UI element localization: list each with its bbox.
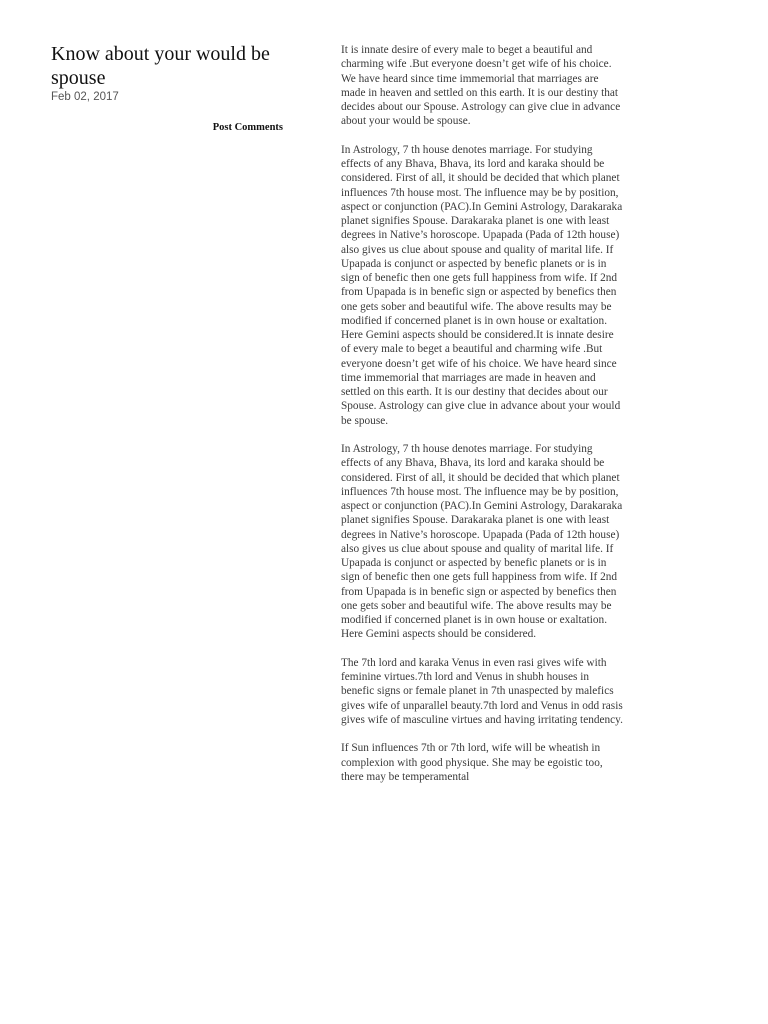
article-paragraph: The 7th lord and karaka Venus in even rasi gives wife with feminine virtues.7th lord and Venus in shubh houses in benefic signs or female planet in 7th unaspected by malefics gives wife of unparallel beauty.7th lord and Venus in odd rasis gives wife of masculine virtues and having irritating tendency.	[341, 656, 623, 726]
article-paragraph: In Astrology, 7 th house denotes marriage. For studying effects of any Bhava, Bhava, its lord and karaka should be considered. First of all, it should be decided that which planet influences 7th house most. The influence may be by position, aspect or conjunction (PAC).In Gemini Astrology, Darakaraka planet signifies Spouse. Darakaraka planet is one with least degrees in Native’s horoscope. Upapada (Pada of 12th house) also gives us clue about spouse and quality of marital life. If Upapada is conjunct or aspected by benefic planets or is in sign of benefic then one gets full happiness from wife. If 2nd from Upapada is in benefic sign or aspected by benefics then one gets sober and beautiful wife. The above results may be modified if concerned planet is in own house or exaltation. Here Gemini aspects should be considered.It is innate desire of every male to beget a beautiful and charming wife .But everyone doesn’t get wife of his choice. We have heard since time immemorial that marriages are made in heaven and settled on this earth. It is our destiny that decides about our Spouse. Astrology can give clue in advance about your would be spouse.	[341, 143, 623, 427]
post-header	[51, 42, 291, 133]
post-comments-link[interactable]: Post Comments	[212, 122, 283, 133]
post-date: Feb 02, 2017	[51, 91, 119, 103]
article-paragraph: It is innate desire of every male to beget a beautiful and charming wife .But everyone doesn’t get wife of his choice. We have heard since time immemorial that marriages are made in heaven and settled on this earth. It is our destiny that decides about our Spouse. Astrology can give clue in advance about your would be spouse.	[341, 44, 621, 128]
post-title: Know about your would be spouse	[51, 43, 270, 89]
article-paragraph: If Sun influences 7th or 7th lord, wife will be wheatish in complexion with good physique. She may be egoistic too, there may be temperamental	[341, 742, 603, 783]
article-paragraph: In Astrology, 7 th house denotes marriage. For studying effects of any Bhava, Bhava, its lord and karaka should be considered. First of all, it should be decided that which planet influences 7th house most. The influence may be by position, aspect or conjunction (PAC).In Gemini Astrology, Darakaraka planet signifies Spouse. Darakaraka planet is one with least degrees in Native’s horoscope. Upapada (Pada of 12th house) also gives us clue about spouse and quality of marital life. If Upapada is conjunct or aspected by benefic planets or is in sign of benefic then one gets full happiness from wife. If 2nd from Upapada is in benefic sign or aspected by benefics then one gets sober and beautiful wife. The above results may be modified if concerned planet is in own house or exaltation. Here Gemini aspects should be considered.	[341, 443, 623, 641]
article-body	[341, 43, 624, 798]
